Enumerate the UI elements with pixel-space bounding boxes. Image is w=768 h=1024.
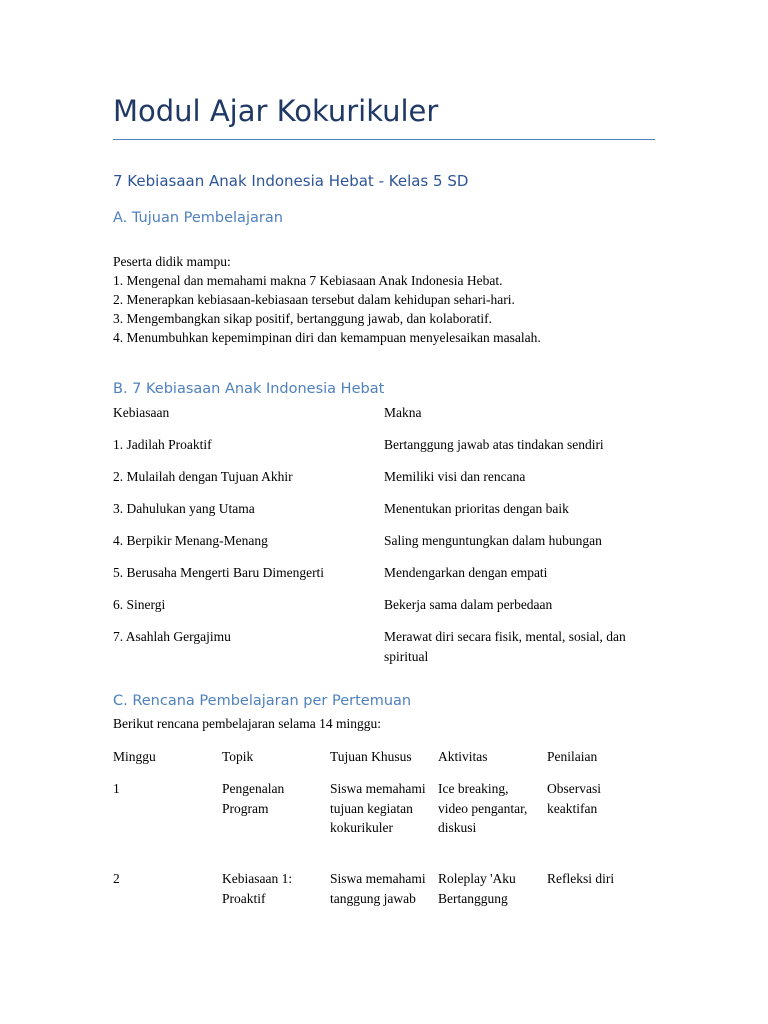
objective-item: 2. Menerapkan kebiasaan-kebiasaan tersebut dalam kehidupan sehari-hari. (113, 292, 515, 307)
plan-topic: Pengenalan Program (222, 781, 285, 816)
habit-name: 4. Berpikir Menang-Menang (113, 533, 268, 548)
plan-assessment: Refleksi diri (547, 871, 615, 886)
habit-meaning: Menentukan prioritas dengan baik (384, 501, 569, 516)
habit-name: 2. Mulailah dengan Tujuan Akhir (113, 469, 293, 484)
plan-activity: Roleplay 'Aku Bertanggung (438, 871, 516, 906)
habit-meaning: Mendengarkan dengan empati (384, 565, 548, 580)
title-divider (113, 139, 655, 140)
section-c-heading: C. Rencana Pembelajaran per Pertemuan (113, 693, 412, 709)
table-header-habit: Kebiasaan (113, 405, 170, 420)
objective-item: 4. Menumbuhkan kepemimpinan diri dan kemampuan menyelesaikan masalah. (113, 330, 541, 345)
section-a-heading: A. Tujuan Pembelajaran (113, 210, 283, 226)
habit-meaning: Memiliki visi dan rencana (384, 469, 526, 484)
document-title: Modul Ajar Kokurikuler (113, 94, 439, 128)
objective-item: 3. Mengembangkan sikap positif, bertanggung jawab, dan kolaboratif. (113, 311, 493, 326)
plan-week: 1 (113, 781, 120, 796)
plan-objective: Siswa memahami tujuan kegiatan kokurikuler (330, 781, 426, 835)
habit-meaning: Merawat diri secara fisik, mental, sosial, dan spiritual (384, 629, 626, 664)
habit-meaning: Bertanggung jawab atas tindakan sendiri (384, 437, 604, 452)
plan-topic: Kebiasaan 1: Proaktif (222, 871, 293, 906)
plan-assessment: Observasi keaktifan (547, 781, 601, 816)
section-c-intro: Berikut rencana pembelajaran selama 14 minggu: (113, 716, 382, 731)
habit-meaning: Saling menguntungkan dalam hubungan (384, 533, 602, 548)
plan-week: 2 (113, 871, 120, 886)
table-header-objective: Tujuan Khusus (330, 749, 412, 764)
table-header-week: Minggu (113, 749, 156, 764)
document-subtitle: 7 Kebiasaan Anak Indonesia Hebat - Kelas 5 SD (113, 172, 469, 190)
section-b-heading: B. 7 Kebiasaan Anak Indonesia Hebat (113, 381, 385, 397)
section-a-intro: Peserta didik mampu: (113, 254, 231, 269)
table-header-topic: Topik (222, 749, 254, 764)
habit-name: 5. Berusaha Mengerti Baru Dimengerti (113, 565, 325, 580)
habit-meaning: Bekerja sama dalam perbedaan (384, 597, 553, 612)
table-header-activity: Aktivitas (438, 749, 488, 764)
habit-name: 1. Jadilah Proaktif (113, 437, 212, 452)
table-header-assessment: Penilaian (547, 749, 598, 764)
table-header-meaning: Makna (384, 405, 422, 420)
plan-activity: Ice breaking, video pengantar, diskusi (438, 781, 528, 835)
habit-name: 3. Dahulukan yang Utama (113, 501, 255, 516)
objective-item: 1. Mengenal dan memahami makna 7 Kebiasaan Anak Indonesia Hebat. (113, 273, 503, 288)
habit-name: 7. Asahlah Gergajimu (113, 629, 231, 644)
habit-name: 6. Sinergi (113, 597, 166, 612)
plan-objective: Siswa memahami tanggung jawab (330, 871, 426, 906)
